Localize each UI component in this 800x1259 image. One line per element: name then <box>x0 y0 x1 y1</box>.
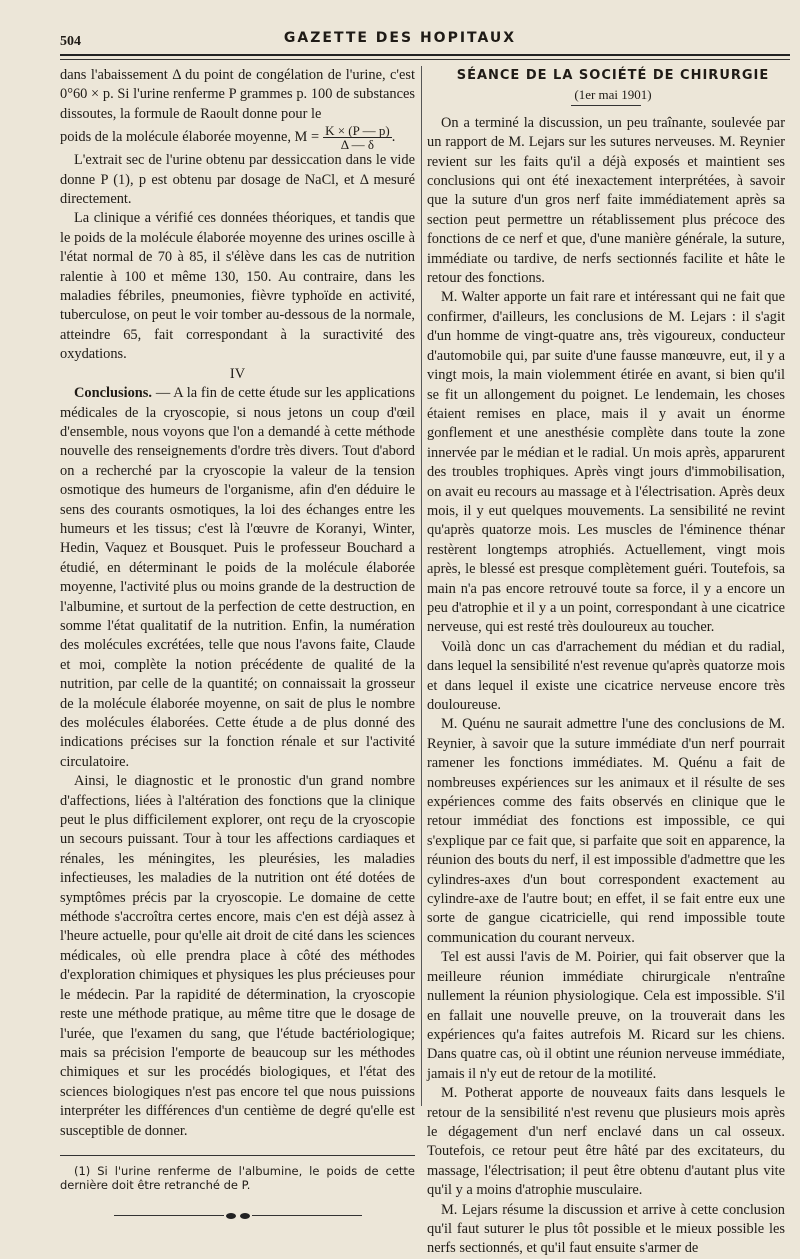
formula-denominator: Δ — δ <box>340 137 375 153</box>
section-title: SÉANCE DE LA SOCIÉTÉ DE CHIRURGIE <box>456 68 770 83</box>
right-column <box>427 66 785 1259</box>
paragraph: M. Lejars résume la discussion et arrive à cette conclusion qu'il faut suturer le plus tôt possible et le mieux possible les nerfs sectionnés, et qu'il faut ensuite s'armer de <box>427 1201 785 1257</box>
formula-line <box>60 124 415 151</box>
header-rule-thin <box>60 59 790 60</box>
formula-numerator: K × (P — p) <box>325 123 390 139</box>
formula-text: poids de la molécule élaborée moyenne, M = <box>60 129 320 146</box>
paragraph: La clinique a vérifié ces données théoriques, et tandis que le poids de la molécule élaborée moyenne des urines oscille à l'état normal de 70 à 85, il s'élève dans les cas de nutrition ralentie à 100 et même 130, 150. Au contraire, dans les maladies fébriles, pneumonies, fièvre typhoïde en activité, tuberculose, on peut le voir tomber au-dessous de la normale, atteindre 65, fait correspondant à la suractivité des oxydations. <box>60 210 415 363</box>
paragraph: Ainsi, le diagnostic et le pronostic d'un grand nombre d'affections, liées à l'altération des fonctions que la clinique peut le plus difficilement explorer, ont reçu de la cryoscopie un secours puissant. Tour à tour les affections cardiaques et rénales, les méningites, les pleurésies, les maladies infectieuses, les maladies de la nutrition ont été dotées de symptômes précis par la cryoscopie. Le domaine de cette méthode s'accroîtra certes encore, mais c'en est déjà assez à l'heure actuelle, pour qu'elle ait droit de cité dans les sciences médicales, où elle prendra place à côté des méthodes d'exploration chimiques et physiques les plus précieuses pour le médecin. Par la rapidité de détermination, la cryoscopie reste une méthode pratique, au même titre que le dosage de l'urée, que l'examen du sang, que l'étude bactériologique; mais sa précision l'emporte de beaucoup sur les méthodes chimiques et sur les procédés biologiques, et l'état des sciences biologiques n'est pas encore tel que nous puissions interpréter les différences d'un centième de degré qu'elle est susceptible de donner. <box>60 773 415 1139</box>
title-rule <box>571 105 641 106</box>
paragraph: dans l'abaissement Δ du point de congélation de l'urine, c'est 0°60 × p. Si l'urine renferme P grammes p. 100 de substances dissoutes, la formule de Raoult donne pour le <box>60 67 415 122</box>
formula-end: . <box>391 129 396 146</box>
paragraph: M. Quénu ne saurait admettre l'une des conclusions de M. Reynier, à savoir que la suture immédiate d'un nerf pourrait ramener les fonctions immédiates. M. Quénu a fait de nombreuses expériences sur les animaux et il résulte de ses expériences comme des faits observés en clinique que le retour immédiat des fonctions est impossible, ce qui s'explique par ce fait que, si parfaite que soit en apparence, la réunion des bouts du nerf, il est impossible d'admettre que les cylindres-axes d'un bout correspondent exactement au cylindre-axe de l'autre bout; en effet, il se fait entre eux une sorte de gangue cicatricielle, qui rend impossible toute communication du courant nerveux. <box>427 716 785 946</box>
paragraph-conclusions <box>60 384 415 772</box>
header-rule <box>60 54 790 56</box>
paragraph: M. Walter apporte un fait rare et intéressant qui ne fait que confirmer, d'ailleurs, les conclusions de M. Lejars : il s'agit d'un homme de vingt-quatre ans, très vigoureux, conducteur d'automobile qui, par suite d'une fausse manœuvre, eut, il y a vingt mois, la main violemment étirée en avant, si bien qu'il se fit un allongement du poignet. Le lendemain, les choses étaient remises en place, mais il y avait un énorme gonflement et une anesthésie complète dans toute la zone innervée par le médian et le radial. Un mois après, apparurent des troubles trophiques. Après vingt jours d'immobilisation, on avait eu recours au massage et à l'électrisation. Après deux mois, il y eut quelques mouvements. La sensibilité ne revint qu'après quatorze mois. Les muscles de l'éminence thénar restèrent longtemps atrophiés. Actuellement, vingt mois après, le blessé est presque complètement guéri. Toutefois, sa main n'a pas encore retrouvé toute sa force, il y a encore un peu d'atrophie et il y a un point, correspondant à une cicatrice nerveuse, qui est resté très douloureux au toucher. <box>427 289 785 636</box>
section-number: IV <box>229 365 246 382</box>
formula-fraction <box>323 124 392 151</box>
footnote: (1) Si l'urine renferme de l'albumine, le poids de cette dernière doit être retranché de P. <box>60 1163 415 1192</box>
column-divider <box>421 66 422 1106</box>
paragraph: Voilà donc un cas d'arrachement du médian et du radial, dans lequel la sensibilité n'est revenue qu'après quatorze mois et dans lequel il existe une cicatrice nerveuse encore très douloureuse. <box>427 638 785 713</box>
paragraph: On a terminé la discussion, un peu traînante, soulevée par un rapport de M. Lejars sur les sutures nerveuses. M. Reynier revient sur les faits qu'il a déjà exposés et maintient ses conclusions qui ont été inexactement interprétées, à savoir que la suture d'un gros nerf faite immédiatement après sa section peut permettre un rétablissement plus précoce des fonctions de ce nerf et que, d'une manière générale, la suture, immédiate ou tardive, de nerfs sectionnés facilite et hâte le retour des fonctions. <box>427 114 785 287</box>
paragraph: L'extrait sec de l'urine obtenu par dessiccation dans le vide donne P (1), p est obtenu par dosage de NaCl, et Δ mesuré directement. <box>60 152 415 208</box>
section-date: (1er mai 1901) <box>574 87 652 103</box>
paragraph-body: — A la fin de cette étude sur les applications médicales de la cryoscopie, si nous jetons un coup d'œil d'ensemble, nous voyons que l'on a demandé à cette méthode nouvelle des renseignements d'ordre très divers. Tout d'abord on a recherché par la cryoscopie la valeur de la tension osmotique des humeurs de l'organisme, afin d'en déduire le sens des courants osmotiques, la loi des échanges entre les humeurs et les tissus; c'est là l'œuvre de Koranyi, Winter, Hedin, Vaquez et Bousquet. Puis le professeur Bouchard a étudié, en déterminant le poids de la molécule élaborée moyenne, l'activité plus ou moins grande de la destruction de l'albumine, et surtout de la perfection de cette destruction, en somme l'état qualitatif de la nutrition. Enfin, la numération des molécules excrétées, telle que nous l'avons faite, Claude et moi, complète la notion précédente de qualité de la nutrition, par celle de la quantité; on connaissait la grosseur de la molécule élaborée moyenne, on sait de plus le nombre des molécules élaborées. Cette étude a de plus donné des indications précises sur la fonction rénale et sur l'activité circulatoire. <box>60 385 415 770</box>
footnote-rule <box>60 1155 415 1156</box>
end-ornament <box>60 1206 415 1225</box>
newspaper-header: GAZETTE DES HOPITAUX <box>283 30 517 46</box>
paragraph: M. Potherat apporte de nouveaux faits dans lesquels le retour de la sensibilité n'est revenu que plusieurs mois après le dégagement d'un nerf enclavé dans un cal osseux. Toutefois, ce retour peut être hâté par des excitateurs, du massage, l'électrisation; il peut être obtenu d'autant plus vite qu'il y a moins d'atrophie musculaire. <box>427 1085 785 1199</box>
paragraph-lead: Conclusions. <box>74 385 152 402</box>
paragraph: Tel est aussi l'avis de M. Poirier, qui fait observer que la meilleure réunion immédiate chirurgicale n'entraîne nullement la réunion physiologique. Cela est impossible. S'il en fallait une nouvelle preuve, on la trouverait dans les expériences qu'a faites autrefois M. Ricard sur les chiens. Dans quatre cas, où il obtint une réunion nerveuse immédiate, jamais il n'y eut de retour de la motilité. <box>427 949 785 1082</box>
page-number: 504 <box>60 34 81 49</box>
left-column <box>60 66 415 1225</box>
